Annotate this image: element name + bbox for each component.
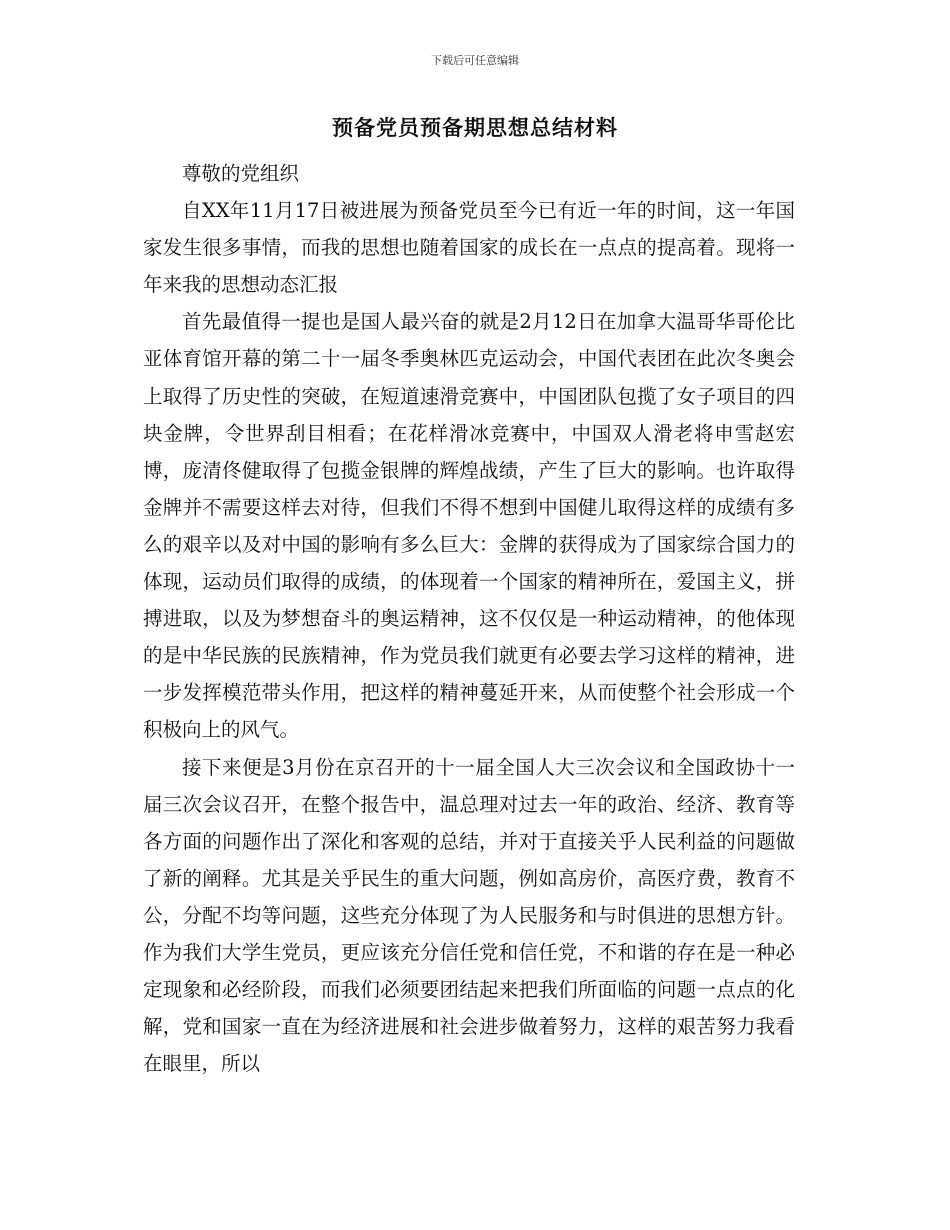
salutation: 尊敬的党组织 bbox=[182, 162, 300, 185]
paragraph-intro: 自XX年11月17日被进展为预备党员至今已有近一年的时间，这一年国家发生很多事情，而我的思想也随着国家的成长在一点点的提高着。现将一年来我的思想动态汇报 bbox=[143, 199, 795, 297]
header-note: 下载后可任意编辑 bbox=[431, 54, 519, 67]
document-body bbox=[143, 155, 795, 1082]
document-title: 预备党员预备期思想总结材料 bbox=[332, 115, 618, 140]
paragraph-congress: 接下来便是3月份在京召开的十一届全国人大三次会议和全国政协十一届三次会议召开，在整个报告中，温总理对过去一年的政治、经济、教育等各方面的问题作出了深化和客观的总结，并对于直接关乎人民利益的问题做了新的阐释。尤其是关乎民生的重大问题，例如高房价，高医疗费，教育不公，分配不均等问题，这些充分体现了为人民服务和与时俱进的思想方针。作为我们大学生党员，更应该充分信任党和信任党，不和谐的存在是一种必定现象和必经阶段，而我们必须要团结起来把我们所面临的问题一点点的化解，党和国家一直在为经济进展和社会进步做着努力，这样的艰苦努力我看在眼里，所以 bbox=[143, 755, 795, 1076]
paragraph-olympics: 首先最值得一提也是国人最兴奋的就是2月12日在加拿大温哥华哥伦比亚体育馆开幕的第二十一届冬季奥林匹克运动会，中国代表团在此次冬奥会上取得了历史性的突破，在短道速滑竞赛中，中国团队包揽了女子项目的四块金牌，令世界刮目相看；在花样滑冰竞赛中，中国双人滑老将申雪赵宏博，庞清佟健取得了包揽金银牌的辉煌战绩，产生了巨大的影响。也许取得金牌并不需要这样去对待，但我们不得不想到中国健儿取得这样的成绩有多么的艰辛以及对中国的影响有多么巨大：金牌的获得成为了国家综合国力的体现，运动员们取得的成绩，的体现着一个国家的精神所在，爱国主义，拼搏进取，以及为梦想奋斗的奥运精神，这不仅仅是一种运动精神，的他体现的是中华民族的民族精神，作为党员我们就更有必要去学习这样的精神，进一步发挥模范带头作用，把这样的精神蔓延开来，从而使整个社会形成一个积极向上的风气。 bbox=[143, 310, 795, 742]
